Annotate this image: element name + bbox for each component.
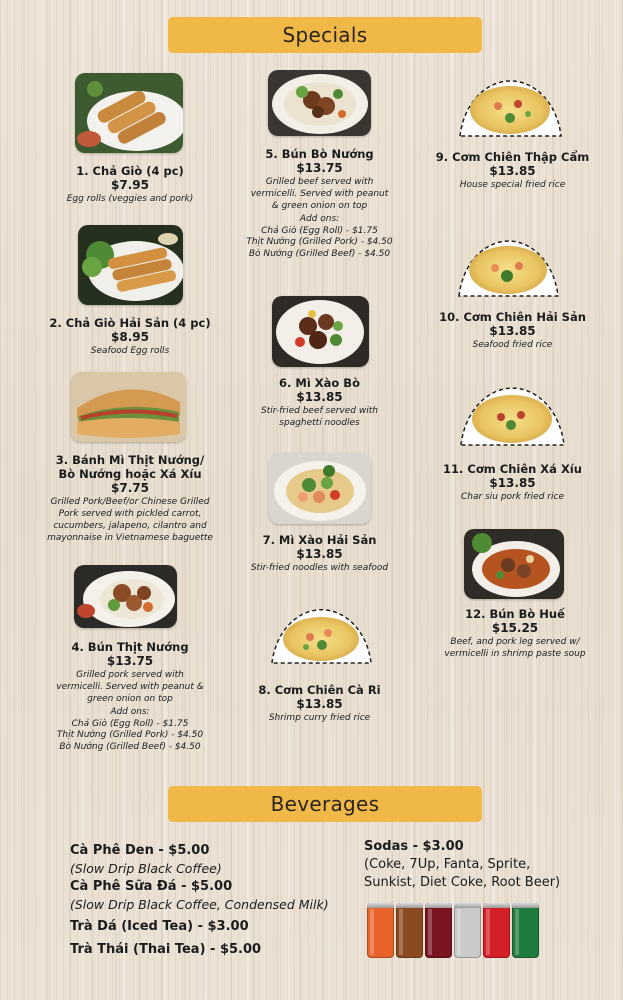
beverages-title: Beverages: [270, 792, 380, 816]
item-desc-line: vermicelli. Served with peanut &: [56, 682, 204, 692]
item-desc: Char siu pork fried rice: [461, 492, 564, 502]
item-name: 2. Chả Giò Hải Sản (4 pc): [49, 316, 211, 330]
menu-item-12: [425, 607, 605, 660]
com-chien-ca-ri-photo: [270, 597, 373, 665]
item-price: $13.85: [296, 390, 343, 404]
mi-xao-bo-photo: [272, 296, 369, 367]
mi-xao-hai-san-photo: [269, 453, 371, 524]
item-name: 6. Mì Xào Bò: [279, 376, 360, 390]
item-name: 11. Cơm Chiên Xá Xíu: [443, 462, 582, 476]
menu-item-2: [40, 316, 220, 357]
soda-can: [454, 903, 481, 958]
addons-heading: Add ons:: [299, 214, 340, 224]
item-desc-line: Grilled Pork/Beef/or Chinese Grilled: [50, 497, 210, 507]
item-price: $13.85: [489, 476, 536, 490]
beverages-banner: [168, 786, 482, 822]
item-name-line2: Bò Nướng hoặc Xá Xíu: [58, 467, 202, 481]
bun-bo-nuong-photo: [268, 70, 371, 136]
item-desc-line: Grilled beef served with: [265, 177, 374, 187]
menu-item-5: [232, 147, 407, 260]
item-desc: Seafood Egg rolls: [90, 346, 170, 356]
soda-can: [425, 903, 452, 958]
addon-line: Thịt Nướng (Grilled Pork) - $4.50: [246, 237, 393, 247]
item-price: $13.85: [296, 547, 343, 561]
soda-can: [367, 903, 394, 958]
com-chien-hai-san-photo: [457, 228, 560, 298]
item-name: 10. Cơm Chiên Hải Sản: [439, 310, 586, 324]
addon-line: Thịt Nướng (Grilled Pork) - $4.50: [56, 730, 204, 740]
item-name: 8. Cơm Chiên Cà Ri: [258, 683, 381, 697]
item-desc: Egg rolls (veggies and pork): [66, 194, 194, 204]
item-price: $15.25: [491, 621, 539, 635]
addons-list: [40, 707, 220, 753]
item-desc-line: vermicelli in shrimp paste soup: [444, 649, 586, 659]
addon-line: Bò Nướng (Grilled Beef) - $4.50: [248, 248, 391, 259]
item-desc-line: mayonnaise in Vietnamese baguette: [47, 533, 213, 543]
beverage-note: (Slow Drip Black Coffee): [70, 861, 222, 876]
soda-can: [512, 903, 539, 958]
soda-can: [483, 903, 510, 958]
menu-item-9: [425, 150, 600, 191]
beverage-name: Trà Thái (Thai Tea) - $5.00: [70, 942, 262, 957]
specials-title: Specials: [282, 23, 368, 47]
item-desc-line: cucumbers, jalapeno, cilantro and: [53, 521, 207, 531]
menu-item-4: [40, 640, 220, 753]
cha-gio-photo: [75, 73, 183, 153]
item-price: $8.95: [111, 330, 149, 344]
item-price: $13.85: [489, 164, 536, 178]
addon-line: Chả Giò (Egg Roll) - $1.75: [71, 718, 189, 729]
beverage-note: (Slow Drip Black Coffee, Condensed Milk): [70, 897, 329, 912]
item-name: 7. Mì Xào Hải Sản: [262, 533, 377, 547]
specials-banner: [168, 17, 482, 53]
sodas-name: Sodas - $3.00: [364, 839, 464, 854]
item-name: 1. Chả Giò (4 pc): [76, 164, 184, 178]
item-price: $13.85: [296, 697, 343, 711]
item-desc: Stir-fried noodles with seafood: [250, 563, 389, 573]
bun-bo-hue-photo: [464, 529, 564, 599]
addon-line: Bò Nướng (Grilled Beef) - $4.50: [59, 741, 201, 752]
item-price: $7.75: [111, 481, 149, 495]
item-desc-line: Beef, and pork leg served w/: [450, 637, 580, 647]
item-price: $13.75: [296, 161, 343, 175]
item-price: $13.85: [489, 324, 536, 338]
beverages-list-left: [70, 842, 360, 959]
sodas-note-line: Sunkist, Diet Coke, Root Beer): [364, 875, 561, 890]
item-desc-line: Grilled pork served with: [76, 670, 184, 680]
item-desc-line: green onion on top: [87, 694, 173, 704]
item-desc: Seafood fried rice: [472, 340, 553, 350]
item-desc-line: & green onion on top: [271, 201, 368, 211]
beverage-name: Trà Dá (Iced Tea) - $3.00: [70, 919, 249, 934]
item-name-line1: 3. Bánh Mì Thịt Nướng/: [55, 453, 205, 467]
com-chien-thap-cam-photo: [458, 68, 563, 138]
item-name: 12. Bún Bò Huế: [465, 607, 565, 621]
menu-item-11: [425, 462, 600, 503]
banh-mi-photo: [71, 372, 186, 442]
menu-item-3: [30, 453, 230, 544]
item-price: $13.75: [106, 654, 154, 668]
addons-heading: Add ons:: [110, 707, 150, 717]
menu-item-8: [232, 683, 407, 724]
item-desc-line: vermicelli. Served with peanut: [250, 189, 389, 199]
menu-item-6: [232, 376, 407, 429]
beverage-name: Cà Phê Den - $5.00: [70, 843, 210, 858]
menu-item-7: [232, 533, 407, 574]
item-price: $7.95: [111, 178, 149, 192]
seafood-egg-rolls-photo: [78, 225, 183, 305]
com-chien-xa-xiu-photo: [459, 375, 566, 447]
bun-thit-nuong-photo: [74, 565, 177, 628]
item-desc-line: Stir-fried beef served with: [261, 406, 378, 416]
soda-can: [396, 903, 423, 958]
menu-item-10: [425, 310, 600, 351]
sodas-note-line: (Coke, 7Up, Fanta, Sprite,: [364, 857, 531, 872]
item-desc-line: Pork served with pickled carrot,: [58, 509, 202, 519]
beverage-name: Cà Phê Sữa Đá - $5.00: [70, 879, 233, 894]
item-name: 9. Cơm Chiên Thập Cẩm: [435, 150, 590, 164]
item-desc: Shrimp curry fried rice: [268, 713, 371, 723]
addons-list: [232, 214, 407, 260]
soda-cans-photo: [367, 903, 539, 958]
item-desc-line: spaghetti noodles: [279, 418, 360, 428]
sodas-block: [364, 838, 604, 892]
addon-line: Chả Giò (Egg Roll) - $1.75: [261, 225, 378, 236]
menu-item-1: [40, 164, 220, 205]
item-name: 4. Bún Thịt Nướng: [71, 640, 189, 654]
item-name: 5. Bún Bò Nướng: [265, 147, 374, 161]
item-desc: House special fried rice: [459, 180, 566, 190]
